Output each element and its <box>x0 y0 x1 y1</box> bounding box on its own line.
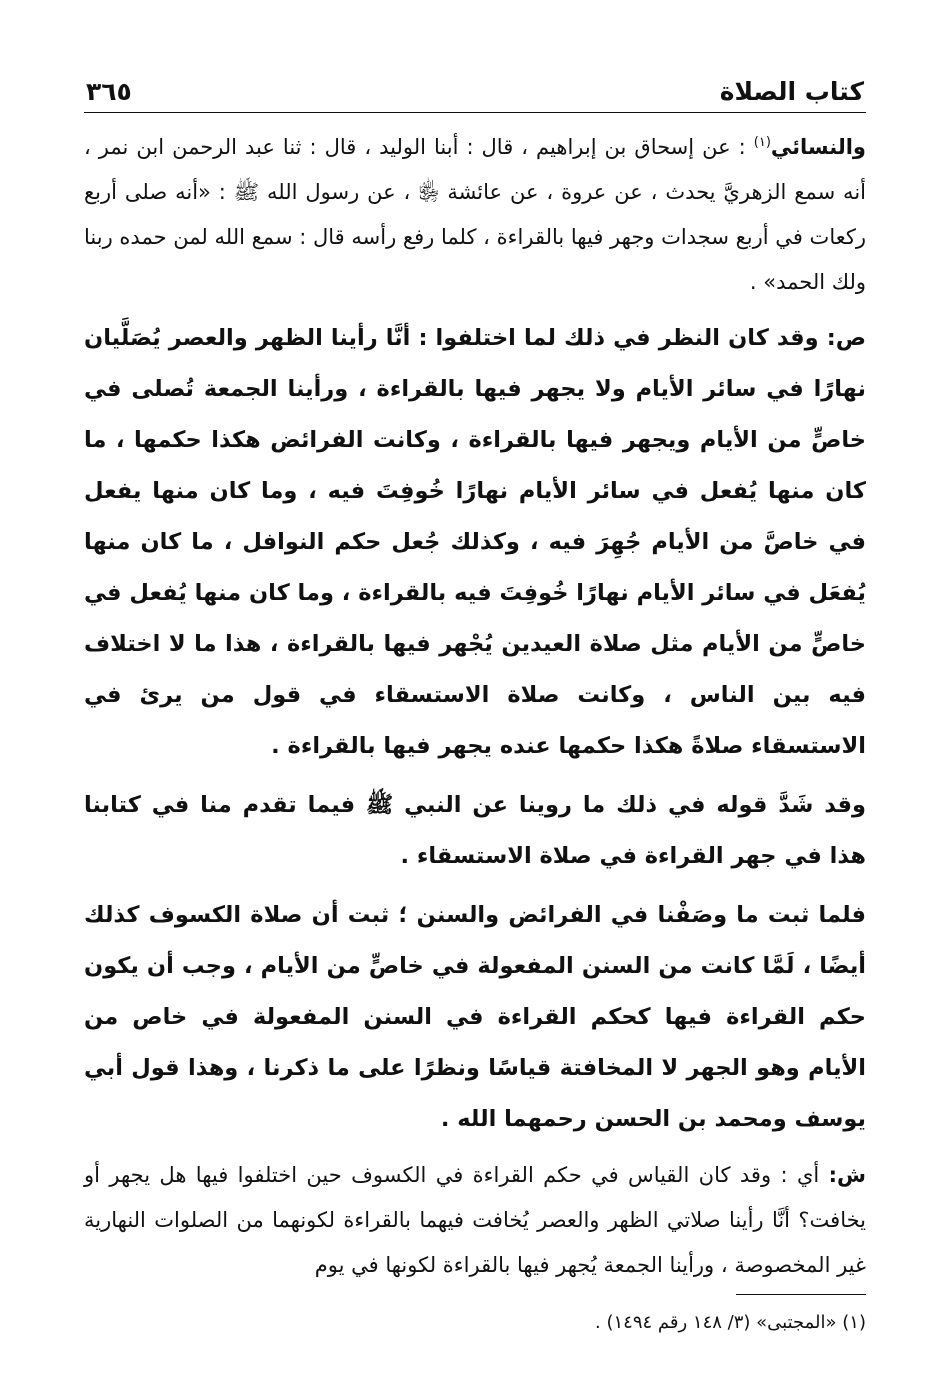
footnote: (١) «المجتبى» (٣/ ١٤٨ رقم ١٤٩٤) . <box>595 1312 866 1333</box>
footnote-marker: (١) <box>753 135 771 150</box>
paragraph-lead: ص: <box>826 325 866 351</box>
paragraph-nasai <box>84 125 866 305</box>
paragraph-matn-3 <box>84 890 866 1145</box>
book-title: كتاب الصلاة <box>719 77 864 106</box>
page <box>84 58 866 1358</box>
footnote-divider <box>736 1294 866 1295</box>
paragraph-text: فلما ثبت ما وصَفْنا في الفرائض والسنن ؛ ثبت أن صلاة الكسوف كذلك أيضًا ، لَمَّا كانت من السنن المفعولة في خاصٍّ من الأيام ، وجب أن يكون حكم القراءة فيها كحكم القراءة في السنن المفعولة في خاص من الأيام وهو الجهر لا المخافتة قياسًا ونظرًا على ما ذكرنا ، وهذا قول أبي يوسف ومحمد بن الحسن رحمهما الله . <box>84 902 866 1132</box>
paragraph-text: أي : وقد كان القياس في حكم القراءة في الكسوف حين اختلفوا فيها هل يجهر أو يخافت؟ أنَّا رأينا صلاتي الظهر والعصر يُخافت فيهما بالقراءة لكونهما من الصلوات النهارية غير المخصوصة ، ورأينا الجمعة يُجهر فيها بالقراءة لكونها في يوم <box>84 1163 866 1277</box>
paragraph-text: : عن إسحاق بن إبراهيم ، قال : أبنا الوليد ، قال : ثنا عبد الرحمن ابن نمر ، أنه سمع الزهريَّ يحدث ، عن عروة ، عن عائشة ﵂ ، عن رسول الله ﷺ : «أنه صلى أربع ركعات في أربع سجدات وجهر فيها بالقراءة ، كلما رفع رأسه قال : سمع الله لمن حمده ربنا ولك الحمد» . <box>84 135 866 294</box>
page-number: ٣٦٥ <box>86 77 132 106</box>
paragraph-matn-1 <box>84 313 866 772</box>
page-header <box>84 58 866 113</box>
paragraph-text: وقد كان النظر في ذلك لما اختلفوا : أنَّا رأينا الظهر والعصر يُصَلَّيان نهارًا في سائر الأيام ولا يجهر فيها بالقراءة ، ورأينا الجمعة تُصلى في خاصٍّ من الأيام ويجهر فيها بالقراءة ، وكانت الفرائض هكذا حكمها ، ما كان منها يُفعل في سائر الأيام نهارًا خُوفِتَ فيه ، وما كان منها يفعل في خاصَّ من الأيام جُهِرَ فيه ، وكذلك جُعل حكم النوافل ، ما كان منها يُفعَل في سائر الأيام نهارًا خُوفِتَ فيه بالقراءة ، وما كان منها يُفعل في خاصٍّ من الأيام مثل صلاة العيدين يُجْهر فيها بالقراءة ، هذا ما لا اختلاف فيه بين الناس ، وكانت صلاة الاستسقاء في قول من يرئ في الاستسقاء صلاةً هكذا حكمها عنده يجهر فيها بالقراءة . <box>84 325 866 759</box>
paragraph-sharh <box>84 1153 866 1288</box>
paragraph-lead: والنسائي <box>770 135 866 159</box>
paragraph-text: وقد شَدَّ قوله في ذلك ما روينا عن النبي ﷺ فيما تقدم منا في كتابنا هذا في جهر القراءة في صلاة الاستسقاء . <box>84 792 866 869</box>
paragraph-matn-2 <box>84 780 866 882</box>
paragraph-lead: ش: <box>828 1163 866 1187</box>
